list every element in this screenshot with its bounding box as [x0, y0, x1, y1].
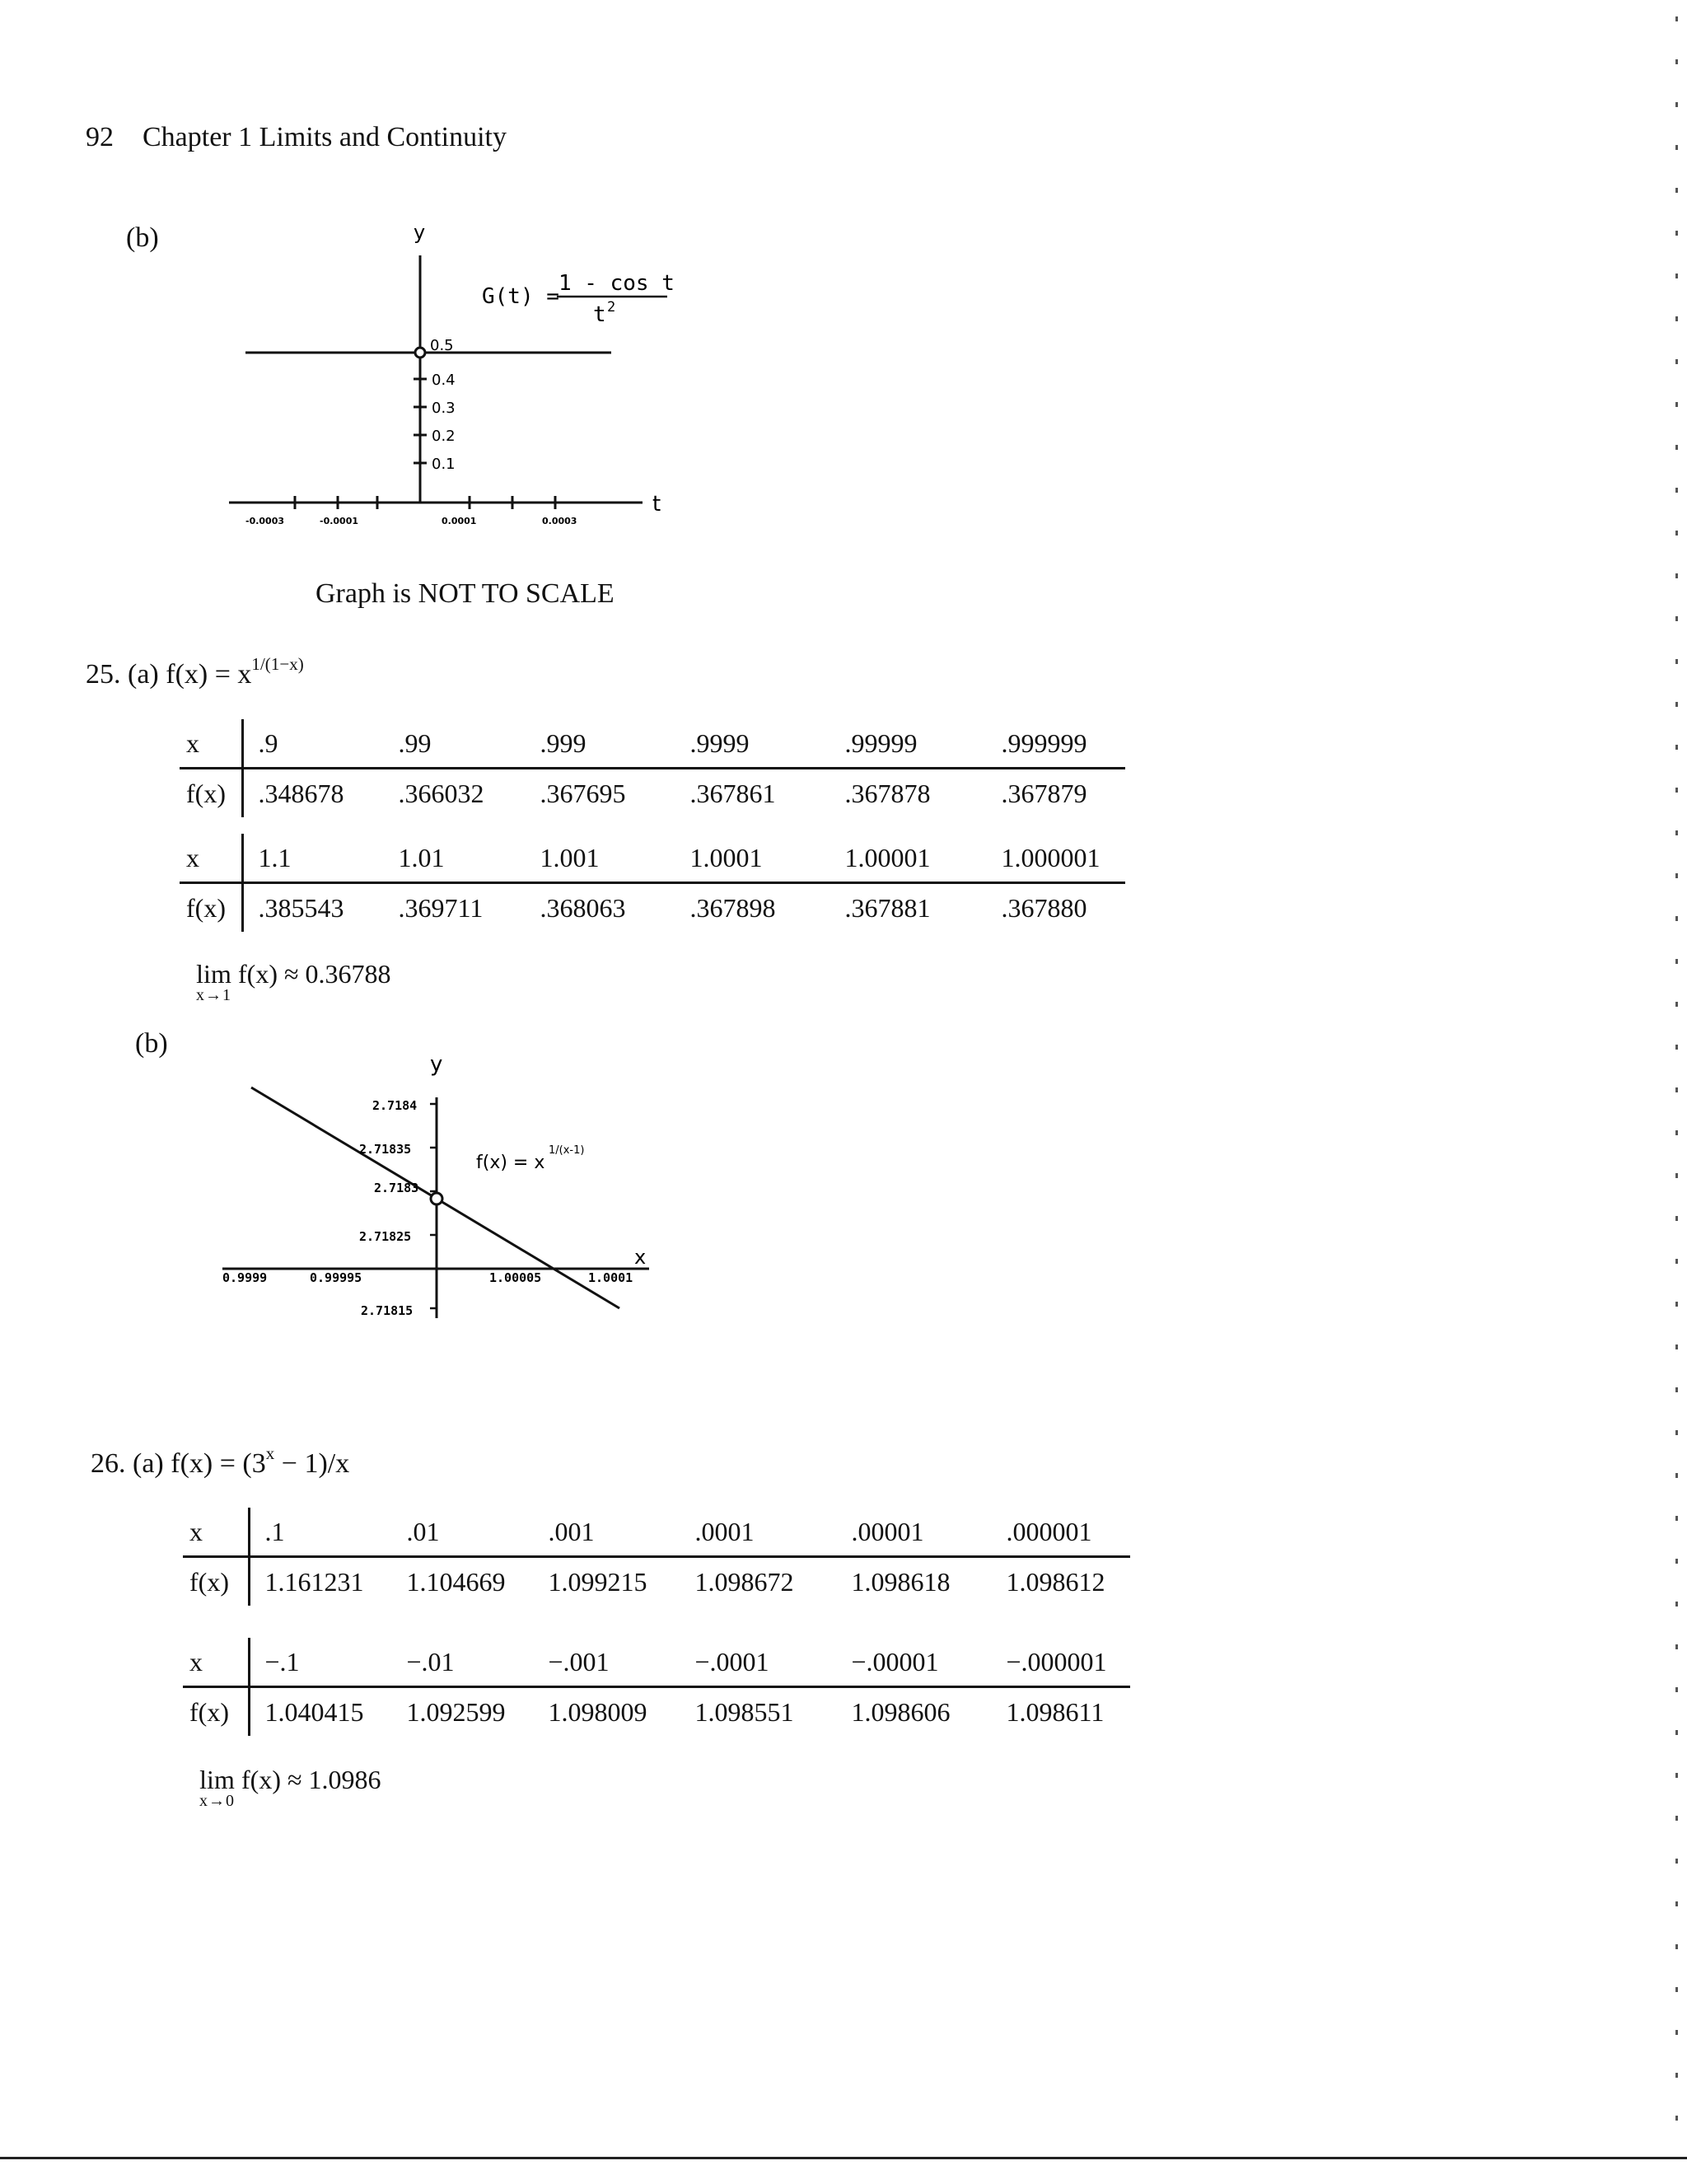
scan-dot [1675, 659, 1678, 664]
table-cell: .001 [549, 1508, 695, 1557]
scan-dot [1675, 745, 1678, 750]
function-exponent: x [265, 1443, 275, 1464]
function-exponent: 1/(x-1) [549, 1144, 585, 1157]
graph-caption: Graph is NOT TO SCALE [315, 578, 615, 609]
scan-dot [1675, 1387, 1678, 1392]
problem-number: 26. [91, 1448, 126, 1479]
y-tick-label: 0.4 [432, 372, 456, 389]
hole-marker [431, 1193, 442, 1204]
scan-dot [1675, 1816, 1678, 1821]
scan-dot [1675, 1087, 1678, 1092]
scan-dot [1675, 1002, 1678, 1007]
table-cell: .367898 [689, 892, 776, 923]
y-tick-label: 0.5 [430, 337, 454, 354]
function-definition: f(x) = x [166, 659, 252, 690]
table-cell: .367695 [540, 778, 626, 808]
table-cell: 1.161231 [264, 1566, 364, 1597]
table-cell: −.000001 [1007, 1638, 1130, 1687]
scan-dot [1675, 873, 1678, 878]
y-tick-label: 0.2 [432, 428, 456, 445]
scan-dot [1675, 16, 1678, 21]
page-bottom-rule [0, 2157, 1687, 2159]
table-cell: −.0001 [695, 1638, 852, 1687]
scan-dot [1675, 1644, 1678, 1649]
scan-dot [1675, 1559, 1678, 1564]
y-tick-label: 2.71815 [361, 1303, 414, 1318]
x-tick-label: 0.99995 [310, 1270, 362, 1285]
scan-dot [1675, 102, 1678, 107]
table-cell: .0001 [695, 1508, 852, 1557]
table-cell: .366032 [398, 778, 484, 808]
scan-dot [1675, 1216, 1678, 1221]
table-cell: .999 [540, 719, 690, 769]
table-cell: 1.104669 [406, 1566, 506, 1597]
table-row [180, 834, 1125, 883]
hole-marker [415, 348, 425, 358]
table-cell: 1.099215 [548, 1566, 647, 1597]
scan-dot [1675, 188, 1678, 193]
function-label: f(x) = x [476, 1153, 545, 1173]
table-cell: 1.000001 [1002, 834, 1125, 883]
problem-25-heading [86, 654, 304, 690]
table-cell: .99 [399, 719, 540, 769]
table-cell: .367861 [689, 778, 776, 808]
table-row [180, 769, 1125, 818]
table-cell: −.00001 [852, 1638, 1007, 1687]
scan-dot [1675, 316, 1678, 321]
x-label: x [180, 719, 242, 769]
table-cell: −.01 [407, 1638, 549, 1687]
y-tick-label: 0.1 [432, 456, 456, 473]
graph-f-of-x [214, 1046, 675, 1326]
scan-dot [1675, 1473, 1678, 1478]
scan-dot [1675, 445, 1678, 450]
y-axis-label: y [430, 1052, 443, 1077]
table-row [183, 1687, 1130, 1737]
table-cell: 1.098009 [548, 1696, 647, 1727]
function-definition: f(x) = (3 [171, 1448, 266, 1479]
part-label-b-1: (b) [126, 222, 159, 253]
x-tick-label: 0.9999 [222, 1270, 268, 1285]
page-header [86, 122, 507, 153]
scan-dot [1675, 488, 1678, 493]
table-row [180, 719, 1125, 769]
scan-dot [1675, 702, 1678, 707]
scan-dot [1675, 1130, 1678, 1135]
function-denominator-exponent: 2 [607, 299, 616, 316]
table-cell: .368063 [540, 892, 626, 923]
table-cell: .367879 [1001, 778, 1087, 808]
table-cell: .367880 [1001, 892, 1087, 923]
scan-dot [1675, 2030, 1678, 2035]
value-table [183, 1638, 1130, 1736]
table-cell: 1.098612 [1006, 1566, 1105, 1597]
scan-dot [1675, 1730, 1678, 1735]
t-tick-label: -0.0003 [245, 516, 285, 526]
y-tick-label: 2.71825 [359, 1229, 412, 1244]
table-cell: .348678 [258, 778, 344, 808]
table-cell: .1 [265, 1508, 407, 1557]
table-cell: 1.0001 [690, 834, 845, 883]
problem-26-heading [91, 1443, 350, 1480]
page-number: 92 [86, 122, 114, 152]
table-cell: 1.1 [259, 834, 399, 883]
scan-dot [1675, 274, 1678, 278]
lim-subscript: x→0 [199, 1792, 235, 1810]
f-label: f(x) [189, 1566, 229, 1597]
t-tick-label: -0.0001 [320, 516, 359, 526]
table-cell: 1.098618 [851, 1566, 951, 1597]
scan-dot [1675, 2116, 1678, 2121]
table-cell: −.1 [265, 1638, 407, 1687]
part-label: (a) [133, 1448, 164, 1479]
scan-dot [1675, 1901, 1678, 1906]
table-cell: .367881 [844, 892, 931, 923]
table-cell: 1.092599 [406, 1696, 506, 1727]
scan-dot [1675, 616, 1678, 621]
table-cell: 1.098551 [694, 1696, 794, 1727]
t-tick-label: 0.0001 [442, 516, 477, 526]
y-axis-label: y [414, 221, 426, 244]
y-tick-label: 0.3 [432, 400, 456, 417]
f-label: f(x) [189, 1696, 229, 1727]
scan-dot [1675, 1687, 1678, 1692]
scan-dot [1675, 1045, 1678, 1050]
scan-dot [1675, 1430, 1678, 1435]
t-tick-label: 0.0003 [542, 516, 577, 526]
table-cell: .000001 [1007, 1508, 1130, 1557]
part-label-b-2: (b) [135, 1028, 168, 1059]
f-label: f(x) [186, 892, 226, 923]
table-cell: .99999 [845, 719, 1002, 769]
graph-G-of-t [222, 214, 684, 535]
t-axis-label: t [652, 492, 661, 517]
table-cell: 1.00001 [845, 834, 1002, 883]
table-cell: .9 [259, 719, 399, 769]
scan-dot [1675, 1516, 1678, 1521]
scan-dot [1675, 1173, 1678, 1178]
y-tick-label: 2.7184 [372, 1098, 418, 1113]
scan-dot [1675, 1944, 1678, 1949]
table-row [183, 1508, 1130, 1557]
function-denominator: t [593, 302, 606, 327]
lim-word: lim [199, 1765, 235, 1794]
table-cell: .01 [407, 1508, 549, 1557]
table-cell: 1.01 [399, 834, 540, 883]
scan-dot [1675, 1302, 1678, 1307]
function-lhs: G(t) = [482, 284, 559, 309]
value-table [183, 1508, 1130, 1606]
limit-statement [199, 1765, 381, 1811]
scan-dot [1675, 959, 1678, 964]
table-row [183, 1638, 1130, 1687]
scan-dot [1675, 359, 1678, 364]
scan-dot [1675, 59, 1678, 64]
scan-dot [1675, 531, 1678, 535]
table-cell: 1.098672 [694, 1566, 794, 1597]
table-row [180, 883, 1125, 933]
table-cell: .9999 [690, 719, 845, 769]
limit-statement [196, 959, 391, 1005]
scan-dot [1675, 1859, 1678, 1864]
scan-dot [1675, 1345, 1678, 1349]
problem-number: 25. [86, 659, 121, 690]
x-axis-label: x [634, 1246, 647, 1269]
table-cell: .00001 [852, 1508, 1007, 1557]
x-tick-label: 1.00005 [489, 1270, 542, 1285]
x-label: x [183, 1508, 249, 1557]
function-exponent: 1/(1−x) [251, 654, 304, 675]
y-tick-label: 2.7183 [374, 1181, 419, 1195]
scan-dot [1675, 145, 1678, 150]
limit-expression: f(x) ≈ 0.36788 [238, 959, 391, 989]
x-label: x [183, 1638, 249, 1687]
lim-subscript: x→1 [196, 986, 231, 1004]
table-row [183, 1557, 1130, 1606]
part-label: (a) [128, 659, 159, 690]
scan-dot [1675, 1602, 1678, 1606]
table-cell: .385543 [258, 892, 344, 923]
limit-expression: f(x) ≈ 1.0986 [241, 1765, 381, 1794]
function-definition-tail: − 1)/x [274, 1448, 350, 1479]
table-cell: .999999 [1002, 719, 1125, 769]
table-cell: .369711 [398, 892, 484, 923]
table-cell: −.001 [549, 1638, 695, 1687]
table-cell: .367878 [844, 778, 931, 808]
chapter-title: Chapter 1 Limits and Continuity [143, 122, 507, 152]
table-cell: 1.040415 [264, 1696, 364, 1727]
scan-dot [1675, 830, 1678, 835]
y-tick-label: 2.71835 [359, 1142, 412, 1157]
lim-word: lim [196, 959, 231, 989]
function-numerator: 1 - cos t [558, 271, 675, 296]
scan-dot [1675, 402, 1678, 407]
scan-dot [1675, 1259, 1678, 1264]
scan-dot [1675, 231, 1678, 236]
value-table [180, 834, 1125, 932]
x-tick-label: 1.0001 [588, 1270, 633, 1285]
x-label: x [180, 834, 242, 883]
table-cell: 1.098606 [851, 1696, 951, 1727]
scan-dot [1675, 916, 1678, 921]
scan-dot [1675, 1987, 1678, 1992]
scan-dot [1675, 573, 1678, 578]
scan-dot [1675, 1773, 1678, 1778]
scan-dot [1675, 2073, 1678, 2078]
table-cell: 1.001 [540, 834, 690, 883]
value-table [180, 719, 1125, 817]
scan-dot [1675, 788, 1678, 793]
f-label: f(x) [186, 778, 226, 808]
table-cell: 1.098611 [1006, 1696, 1105, 1727]
